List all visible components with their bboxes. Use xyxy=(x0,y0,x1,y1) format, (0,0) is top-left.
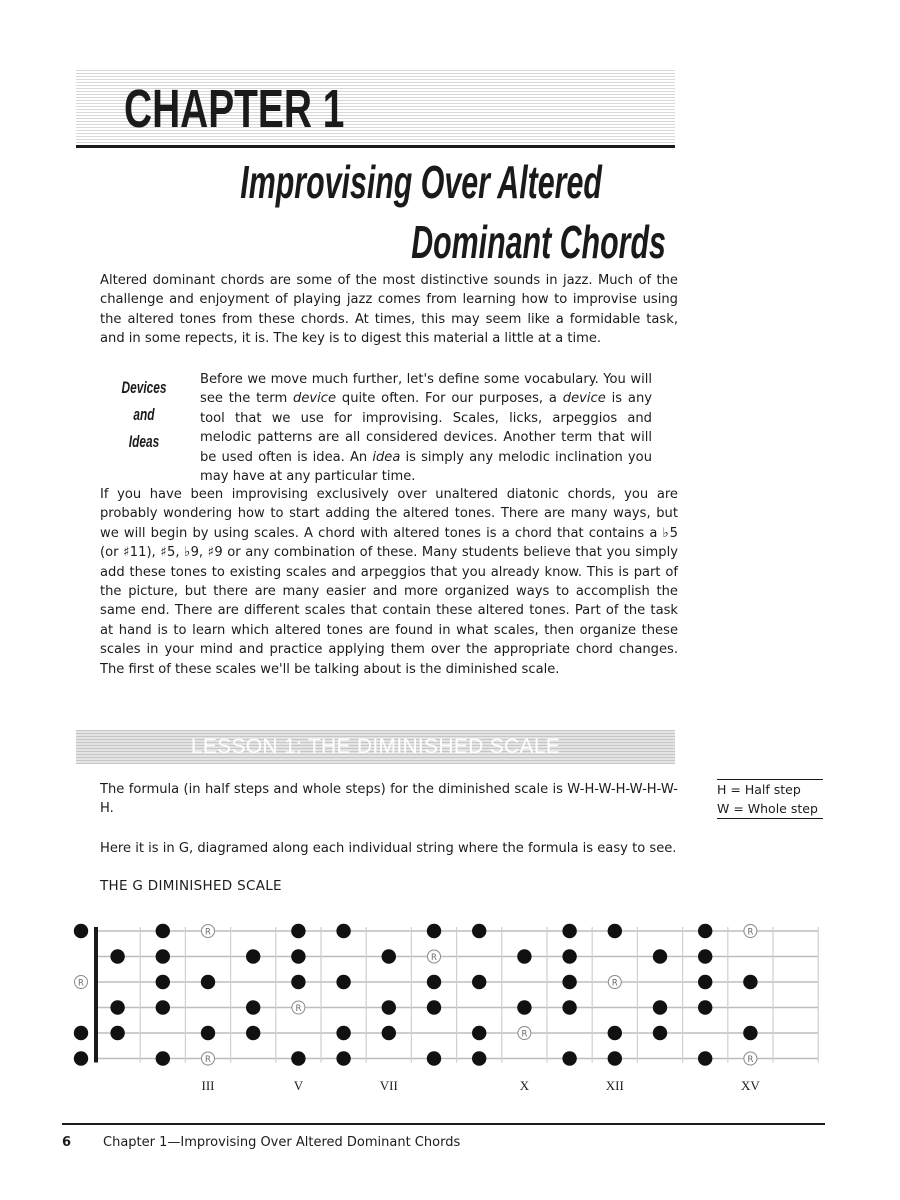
term-idea: idea xyxy=(372,449,401,465)
scales-paragraph: If you have been improvising exclusively over unaltered diatonic chords, you are probably wondering how to start adding the altered tones. There are many ways, but we will begin by using scales. A chord with altered tones is a chord that contains a ♭5 (or ♯11), ♯5, ♭9, ♯9 or any combination of these. Many students believe that you simply add these tones to existing scales and arpeggios that you already know. This is part of the picture, but there are many easier and more organized ways to accomplish the same end. There are different scales that contain these altered tones. Part of the task at hand is to learn which altered tones are found in what scales, then organize these scales in your mind and practice applying them over the appropriate chord changes. The first of these scales we'll be talking about is the diminished scale. xyxy=(100,487,678,677)
scale-note-dot xyxy=(246,1000,260,1014)
scale-note-dot xyxy=(472,1051,486,1065)
scale-note-dot xyxy=(156,924,170,938)
scale-note-dot xyxy=(291,1051,305,1065)
scale-note-dot xyxy=(336,924,350,938)
root-note-symbol: R xyxy=(521,1029,528,1040)
here-paragraph: Here it is in G, diagramed along each individual string where the formula is easy to see. xyxy=(100,841,677,856)
diagram-label: THE G DIMINISHED SCALE xyxy=(100,878,282,894)
scale-note-dot xyxy=(74,1051,88,1065)
scale-note-dot xyxy=(110,1000,124,1014)
scale-note-dot xyxy=(562,975,576,989)
scale-note-dot xyxy=(472,975,486,989)
scale-note-dot xyxy=(382,1026,396,1040)
scale-note-dot xyxy=(517,1000,531,1014)
root-note-symbol: R xyxy=(431,952,437,963)
scale-note-dot xyxy=(562,924,576,938)
scale-note-dot xyxy=(336,1026,350,1040)
scale-note-dot xyxy=(472,1026,486,1040)
scale-note-dot xyxy=(427,924,441,938)
fret-position-label: XV xyxy=(741,1078,760,1093)
scale-note-dot xyxy=(698,924,712,938)
scale-note-dot xyxy=(698,975,712,989)
root-note-symbol: R xyxy=(295,1003,302,1014)
term-device: device xyxy=(562,391,606,407)
scale-note-dot xyxy=(291,949,305,963)
scale-note-dot xyxy=(201,975,215,989)
scale-note-dot xyxy=(427,975,441,989)
chapter-title-line-1: Improvising Over Altered xyxy=(240,156,602,208)
root-note-symbol: R xyxy=(205,927,211,938)
root-note-symbol: R xyxy=(611,978,618,989)
chapter-header-rule xyxy=(76,145,675,148)
fret-position-label: V xyxy=(293,1078,304,1093)
intro-paragraph: Altered dominant chords are some of the most distinctive sounds in jazz. Much of the challenge and enjoyment of playing jazz comes from learning how to improvise using the altered tones from these chords. At times, this may seem like a formidable task, and in some repects, it is. The key is to digest this material a little at a time. xyxy=(100,273,678,347)
scale-note-dot xyxy=(336,975,350,989)
scale-note-dot xyxy=(653,1026,667,1040)
scale-note-dot xyxy=(698,949,712,963)
root-note-symbol: R xyxy=(747,1054,754,1065)
footer-rule xyxy=(62,1123,825,1125)
scale-note-dot xyxy=(608,1026,622,1040)
root-note-symbol: R xyxy=(78,978,84,989)
scale-note-dot xyxy=(472,924,486,938)
scale-note-dot xyxy=(608,1051,622,1065)
scale-note-dot xyxy=(246,1026,260,1040)
scale-note-dot xyxy=(291,924,305,938)
scale-note-dot xyxy=(291,975,305,989)
scale-note-dot xyxy=(74,1026,88,1040)
lesson-title: LESSON 1: THE DIMINISHED SCALE xyxy=(190,735,561,758)
scale-note-dot xyxy=(653,949,667,963)
scale-note-dot xyxy=(382,1000,396,1014)
scale-note-dot xyxy=(246,949,260,963)
scale-note-dot xyxy=(698,1051,712,1065)
legend-half-step: H = Half step xyxy=(717,782,801,797)
sidebar-line: Ideas xyxy=(128,432,160,451)
root-note-symbol: R xyxy=(205,1054,211,1065)
scale-note-dot xyxy=(653,1000,667,1014)
scale-note-dot xyxy=(698,1000,712,1014)
fret-position-label: VII xyxy=(379,1078,398,1093)
scale-note-dot xyxy=(110,949,124,963)
fretboard-diagram xyxy=(0,900,900,1100)
scale-note-dot xyxy=(427,1000,441,1014)
fret-position-label: XII xyxy=(605,1078,624,1093)
scale-note-dot xyxy=(110,1026,124,1040)
scale-note-dot xyxy=(382,949,396,963)
root-note-symbol: R xyxy=(747,927,754,938)
scale-note-dot xyxy=(74,924,88,938)
step-legend xyxy=(717,779,823,819)
scale-note-dot xyxy=(562,1000,576,1014)
scale-note-dot xyxy=(562,1051,576,1065)
term-device: device xyxy=(293,391,337,407)
scale-note-dot xyxy=(336,1051,350,1065)
chapter-label: CHAPTER 1 xyxy=(124,79,345,139)
formula-paragraph: The formula (in half steps and whole steps) for the diminished scale is W-H-W-H-W-H-W-H. xyxy=(100,782,678,817)
vocabulary-paragraph: Before we move much further, let's define some vocabulary. You will see the term device quite often. For our purposes, a device is any tool that we use for improvising. Scales, licks, arpeggios and melodic patterns are all considered devices. Another term that will be used often is idea. An idea is simply any melodic inclination you may have at any particular time. xyxy=(200,372,653,485)
scale-note-dot xyxy=(562,949,576,963)
sidebar-line: and xyxy=(133,405,155,424)
scale-note-dot xyxy=(427,1051,441,1065)
scale-note-dot xyxy=(156,1000,170,1014)
scale-note-dot xyxy=(743,975,757,989)
chapter-title-line-2: Dominant Chords xyxy=(411,216,666,268)
sidebar-line: Devices xyxy=(121,378,167,397)
scale-note-dot xyxy=(608,924,622,938)
scale-note-dot xyxy=(156,949,170,963)
scale-note-dot xyxy=(201,1026,215,1040)
legend-bottom-rule xyxy=(717,818,823,819)
sidebar-devices-and-ideas xyxy=(100,374,188,455)
fret-position-label: X xyxy=(519,1078,530,1093)
page-number: 6 xyxy=(62,1135,72,1150)
scale-note-dot xyxy=(156,1051,170,1065)
legend-whole-step: W = Whole step xyxy=(717,801,818,816)
scale-note-dot xyxy=(156,975,170,989)
fret-position-label: III xyxy=(201,1078,215,1093)
nut xyxy=(94,927,98,1063)
running-footer-title: Chapter 1—Improvising Over Altered Dominant Chords xyxy=(103,1135,461,1150)
scale-note-dot xyxy=(743,1026,757,1040)
scale-note-dot xyxy=(517,949,531,963)
